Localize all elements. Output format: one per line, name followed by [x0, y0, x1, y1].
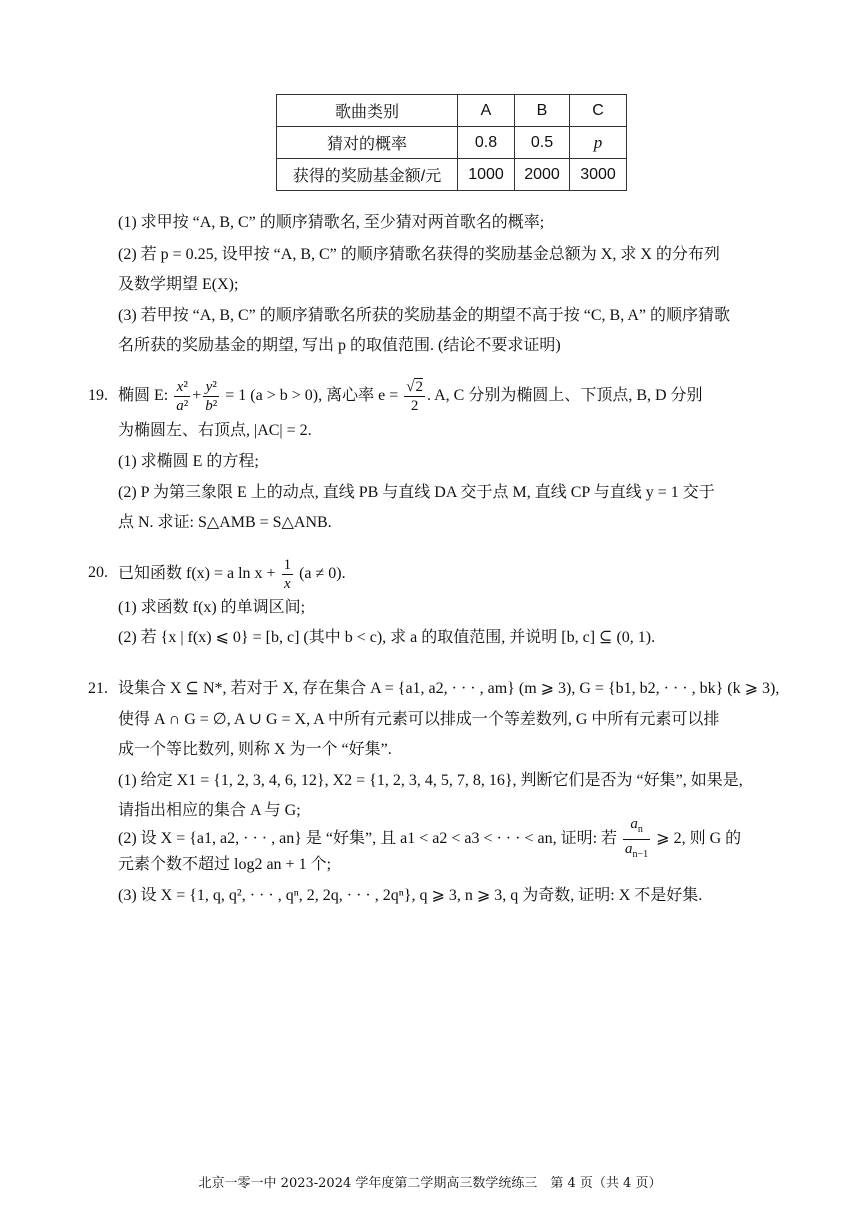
q19-part2-line2: 点 N. 求证: S△AMB = S△ANB.: [118, 514, 332, 531]
table-cell: B: [515, 95, 570, 127]
table-cell: p: [570, 127, 627, 159]
page-footer: 北京一零一中 2023-2024 学年度第二学期高三数学统练三 第 4 页（共 4 页）: [198, 1176, 662, 1191]
q19-number: 19.: [88, 387, 108, 404]
fraction-sqrt2-2: $\frac{√2}{2}$: [406, 378, 423, 414]
table-row: [277, 127, 627, 159]
q18-part2-line2: 及数学期望 E(X);: [118, 276, 239, 293]
q21-part1-line1: (1) 给定 X1 = {1, 2, 3, 4, 6, 12}, X2 = {1, 2, 3, 4, 5, 7, 8, 16}, 判断它们是否为 “好集”, 如果是,: [118, 772, 743, 789]
table-cell: A: [458, 95, 515, 127]
q18-part2-line1: (2) 若 p = 0.25, 设甲按 “A, B, C” 的顺序猜歌名获得的奖励基金总额为 X, 求 X 的分布列: [118, 246, 720, 263]
q19-text-b: = 1 (a > b > 0), 离心率 e =: [225, 387, 399, 404]
q19-text-a: 椭圆 E:: [118, 387, 169, 404]
q21-number: 21.: [88, 680, 108, 697]
q20-text-b: (a ≠ 0).: [299, 565, 346, 582]
q19-part2-line1: (2) P 为第三象限 E 上的动点, 直线 PB 与直线 DA 交于点 M, 直线 CP 与直线 y = 1 交于: [118, 484, 715, 501]
q19-line2: 为椭圆左、右顶点, |AC| = 2.: [118, 422, 312, 439]
fraction-y2-b2: $\frac{\text{y²}}{\text{b²}}$: [205, 378, 218, 414]
table-cell: 获得的奖励基金额/元: [277, 159, 458, 191]
table-row: [277, 95, 627, 127]
table-cell: 猜对的概率: [277, 127, 458, 159]
q21-text-a: (2) 设 X = {a1, a2, · · · , an} 是 “好集”, 且 a1 < a2 < a3 < · · · < an, 证明: 若: [118, 830, 618, 848]
table-cell: 3000: [570, 159, 627, 191]
q20-number: 20.: [88, 564, 108, 581]
q21-line3: 成一个等比数列, 则称 X 为一个 “好集”.: [118, 741, 392, 758]
q19-part1: (1) 求椭圆 E 的方程;: [118, 453, 259, 470]
q20-text-a: 已知函数 f(x) = a ln x +: [118, 565, 276, 582]
q20-part1: (1) 求函数 f(x) 的单调区间;: [118, 599, 306, 616]
table-cell: C: [570, 95, 627, 127]
fraction-an-an-1: $\frac{a_n}{a_{n-1}}$: [625, 816, 649, 860]
table-cell: 1000: [458, 159, 515, 191]
q21-part1-line2: 请指出相应的集合 A 与 G;: [118, 802, 301, 819]
probability-table: [276, 94, 627, 191]
q18-part3-line2: 名所获的奖励基金的期望, 写出 p 的取值范围. (结论不要求证明): [118, 337, 561, 354]
q21-part2-line2: 元素个数不超过 log2 an + 1 个;: [118, 856, 332, 873]
fraction-1-x: $\frac{1}{x}$: [283, 556, 292, 592]
q19-text-c: . A, C 分别为椭圆上、下顶点, B, D 分别: [426, 387, 703, 404]
q20-part2: (2) 若 {x | f(x) ⩽ 0} = [b, c] (其中 b < c), 求 a 的取值范围, 并说明 [b, c] ⊆ (0, 1).: [118, 629, 656, 646]
table-row: [277, 159, 627, 191]
table-cell: 0.5: [515, 127, 570, 159]
fraction-x2-a2: $\frac{\text{x²}}{\text{a²}}$: [176, 378, 189, 414]
table-cell: 0.8: [458, 127, 515, 159]
q20-line1: [118, 552, 790, 596]
q21-line2: 使得 A ∩ G = ∅, A ∪ G = X, A 中所有元素可以排成一个等差数列, G 中所有元素可以排: [118, 711, 720, 728]
q18-part1: (1) 求甲按 “A, B, C” 的顺序猜歌名, 至少猜对两首歌名的概率;: [118, 214, 545, 231]
q19-line1: 椭圆 E: $\frac{\text{x²}}{\text{a²}}$ + $\frac{\text{y²}}{\text{b²}}$ = 1 (a > b > 0), 离心率 e = $\frac{√2}{2}$ . A, C 分别为椭圆上、下顶点, B, D 分别: [118, 378, 703, 414]
table-cell: 2000: [515, 159, 570, 191]
q21-text-b: ⩾ 2, 则 G 的: [656, 830, 742, 848]
table-cell: 歌曲类别: [277, 95, 458, 127]
q21-line1: 设集合 X ⊆ N*, 若对于 X, 存在集合 A = {a1, a2, · · · , am} (m ⩾ 3), G = {b1, b2, · · · , bk} (k ⩾ 3),: [118, 680, 780, 697]
q18-part3-line1: (3) 若甲按 “A, B, C” 的顺序猜歌名所获的奖励基金的期望不高于按 “C, B, A” 的顺序猜歌: [118, 307, 730, 324]
q21-part3: (3) 设 X = {1, q, q², · · · , qⁿ, 2, 2q, · · · , 2qⁿ}, q ⩾ 3, n ⩾ 3, q 为奇数, 证明: X 不是好集.: [118, 887, 703, 904]
